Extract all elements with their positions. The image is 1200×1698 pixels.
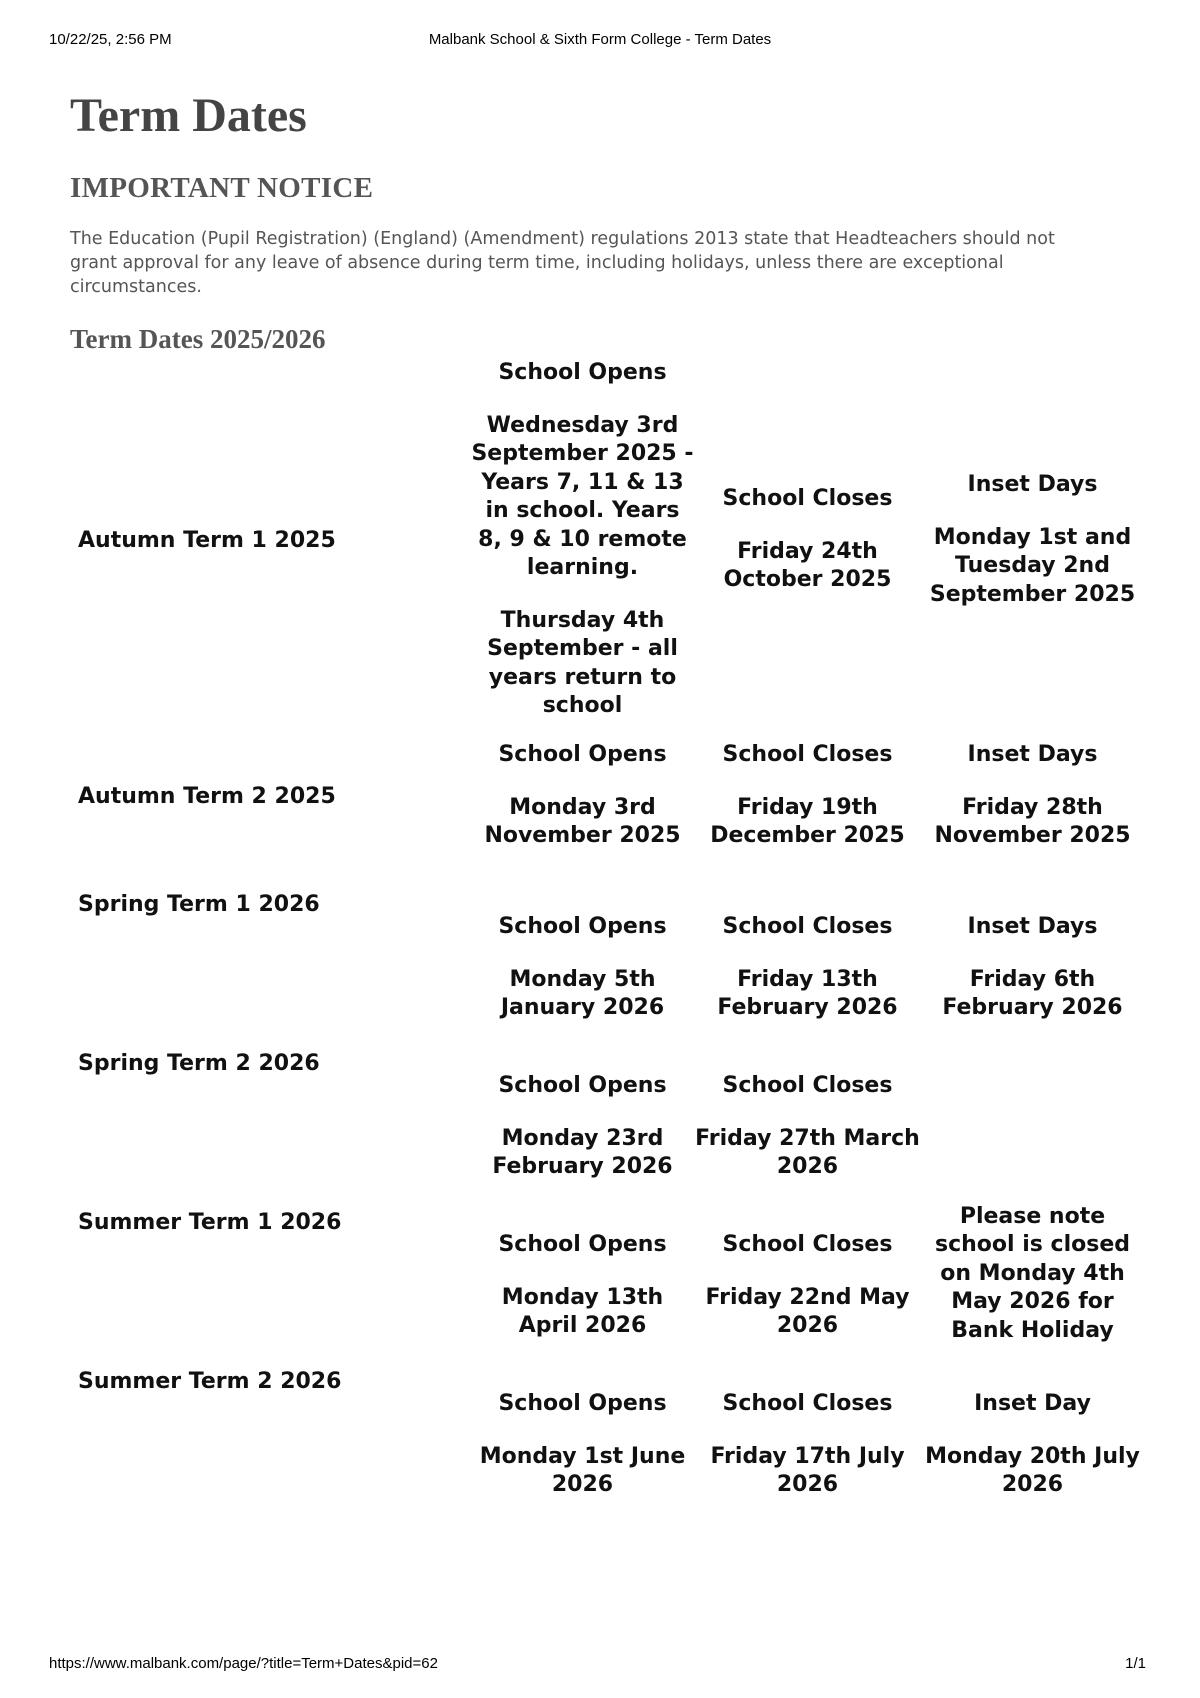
inset-date: Monday 1st and Tuesday 2nd September 2025 bbox=[929, 524, 1136, 607]
term-name: Summer Term 1 2026 bbox=[78, 1210, 342, 1235]
bank-holiday-note bbox=[920, 1203, 1145, 1346]
inset-label: Inset Days bbox=[967, 914, 1098, 940]
opens-cell bbox=[470, 359, 695, 721]
closes-cell bbox=[695, 741, 920, 851]
year-heading: Term Dates 2025/2026 bbox=[70, 324, 326, 354]
inset-cell bbox=[920, 1390, 1145, 1500]
notice-text: The Education (Pupil Registration) (England) (Amendment) regulations 2013 state that Headteachers should not grant approval for any leave of absence during term time, including holidays, unless there are exceptional circumstances. bbox=[70, 229, 1055, 297]
term-name: Spring Term 1 2026 bbox=[78, 892, 320, 917]
closes-label: School Closes bbox=[722, 1391, 893, 1417]
inset-label: Inset Days bbox=[967, 742, 1098, 768]
term-row-summer-2 bbox=[70, 1363, 1150, 1503]
closes-label: School Closes bbox=[722, 1232, 893, 1258]
closes-label: School Closes bbox=[722, 742, 893, 768]
closes-cell bbox=[695, 1231, 920, 1341]
opens-label: School Opens bbox=[498, 1073, 667, 1099]
inset-date: Friday 28th November 2025 bbox=[934, 794, 1131, 849]
term-row-summer-1 bbox=[70, 1204, 1150, 1344]
closes-cell bbox=[695, 1072, 920, 1182]
term-row-autumn-1 bbox=[70, 360, 1150, 719]
closes-label: School Closes bbox=[722, 486, 893, 512]
term-row-spring-1 bbox=[70, 886, 1150, 1026]
term-name: Summer Term 2 2026 bbox=[78, 1369, 342, 1394]
term-name: Autumn Term 2 2025 bbox=[78, 783, 336, 809]
inset-date: Monday 20th July 2026 bbox=[925, 1443, 1140, 1498]
inset-label: Inset Days bbox=[967, 472, 1098, 497]
print-document-title: Malbank School & Sixth Form College - Term Dates bbox=[428, 31, 772, 48]
closes-label: School Closes bbox=[722, 914, 893, 940]
notice-heading: IMPORTANT NOTICE bbox=[70, 172, 374, 204]
term-row-spring-2 bbox=[70, 1045, 1150, 1185]
closes-date: Friday 24th October 2025 bbox=[723, 538, 892, 593]
opens-cell bbox=[470, 1072, 695, 1182]
closes-date: Friday 17th July 2026 bbox=[710, 1443, 905, 1498]
opens-note: Thursday 4th September - all years return to school bbox=[487, 607, 678, 719]
opens-date: Monday 1st June 2026 bbox=[479, 1443, 686, 1498]
closes-date: Friday 19th December 2025 bbox=[710, 794, 905, 849]
opens-label: School Opens bbox=[498, 1391, 667, 1417]
closes-date: Friday 27th March 2026 bbox=[695, 1125, 920, 1180]
term-dates-table bbox=[70, 360, 1150, 1503]
closes-cell bbox=[695, 913, 920, 1023]
inset-cell bbox=[920, 471, 1145, 609]
inset-cell bbox=[920, 913, 1145, 1023]
print-header bbox=[49, 31, 1151, 51]
term-row-autumn-2 bbox=[70, 740, 1150, 852]
opens-cell bbox=[470, 741, 695, 851]
term-name: Autumn Term 1 2025 bbox=[78, 527, 336, 553]
opens-date: Monday 5th January 2026 bbox=[500, 966, 665, 1021]
opens-label: School Opens bbox=[498, 360, 667, 386]
closes-date: Friday 22nd May 2026 bbox=[705, 1284, 910, 1339]
page-counter: 1/1 bbox=[1125, 1655, 1146, 1672]
inset-cell bbox=[920, 741, 1145, 851]
closes-cell bbox=[695, 485, 920, 595]
inset-date: Friday 6th February 2026 bbox=[942, 966, 1123, 1021]
opens-date: Wednesday 3rd September 2025 - Years 7, 11 & 13 in school. Years 8, 9 & 10 remote learning. bbox=[471, 412, 694, 581]
print-url: https://www.malbank.com/page/?title=Term+Dates&pid=62 bbox=[49, 1655, 438, 1672]
term-name: Spring Term 2 2026 bbox=[78, 1051, 320, 1076]
opens-date: Monday 23rd February 2026 bbox=[492, 1125, 673, 1180]
opens-cell bbox=[470, 1231, 695, 1341]
opens-label: School Opens bbox=[498, 1232, 667, 1258]
opens-date: Monday 13th April 2026 bbox=[501, 1284, 664, 1339]
opens-date: Monday 3rd November 2025 bbox=[484, 794, 681, 849]
print-timestamp: 10/22/25, 2:56 PM bbox=[49, 31, 172, 48]
closes-date: Friday 13th February 2026 bbox=[717, 966, 898, 1021]
opens-cell bbox=[470, 913, 695, 1023]
inset-label: Inset Day bbox=[974, 1391, 1091, 1417]
closes-label: School Closes bbox=[722, 1073, 893, 1099]
page-title: Term Dates bbox=[70, 89, 307, 142]
page-content bbox=[70, 85, 1140, 357]
opens-label: School Opens bbox=[498, 914, 667, 940]
closes-cell bbox=[695, 1390, 920, 1500]
bank-holiday-text: Please note school is closed on Monday 4th May 2026 for Bank Holiday bbox=[935, 1203, 1130, 1343]
opens-label: School Opens bbox=[498, 742, 667, 768]
print-footer bbox=[49, 1655, 1151, 1675]
opens-cell bbox=[470, 1390, 695, 1500]
